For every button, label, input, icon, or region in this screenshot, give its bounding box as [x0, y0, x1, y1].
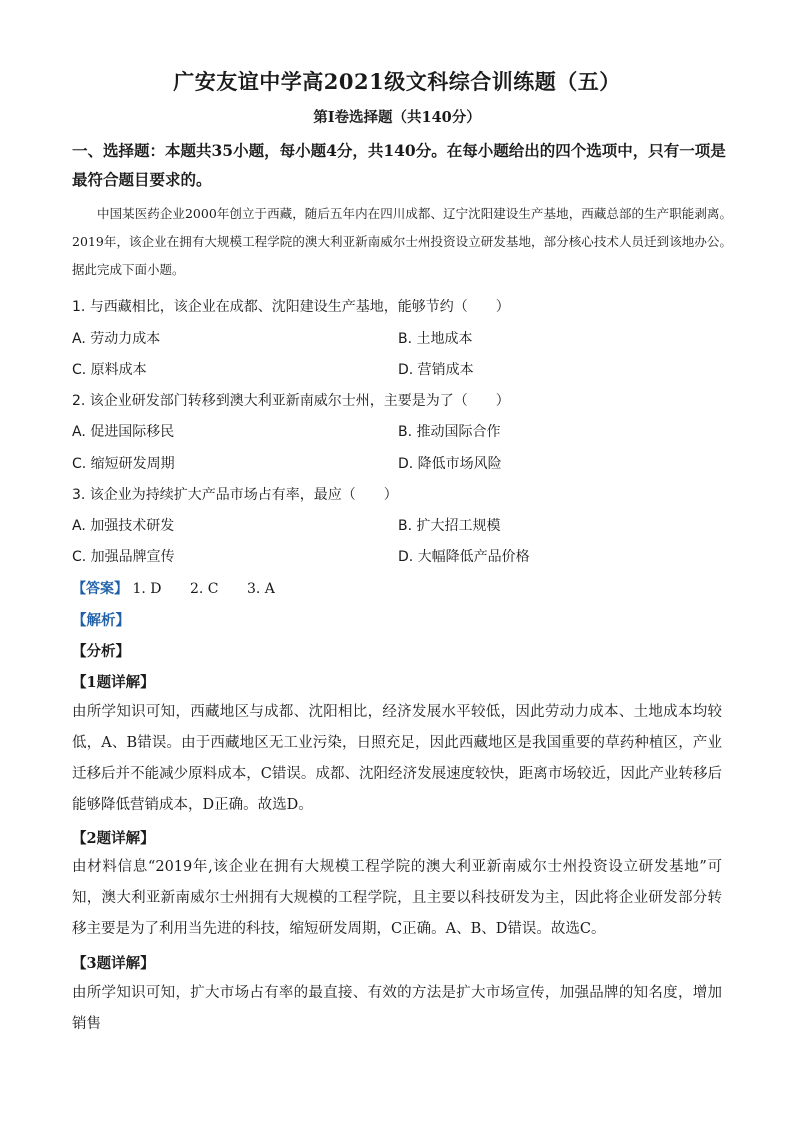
breakdown-label: 【分析】 [72, 643, 130, 660]
section-subtitle: 第Ⅰ卷选择题（共140分） [313, 109, 481, 126]
question-3-stem: 3. 该企业为持续扩大产品市场占有率，最应（ ） [72, 487, 398, 503]
question-3-option-d: D. 大幅降低产品价格 [398, 549, 530, 565]
material-passage: 中国某医药企业2000年创立于西藏，随后五年内在四川成都、辽宁沈阳建设生产基地，西藏总部的生产职能剥离。2019年，该企业在拥有大规模工程学院的澳大利亚新南威尔士州投资设立研发基地，部分核心技术人员迁到该地办公。据此完成下面小题。 [72, 206, 732, 277]
section-heading: 一、选择题：本题共35小题，每小题4分，共140分。在每小题给出的四个选项中，只有一项是最符合题目要求的。 [72, 141, 726, 189]
question-2-stem: 2. 该企业研发部门转移到澳大利亚新南威尔士州，主要是为了（ ） [72, 393, 510, 409]
q2-detail-text: 由材料信息“2019年,该企业在拥有大规模工程学院的澳大利亚新南威尔士州投资设立研发基地”可知，澳大利亚新南威尔士州拥有大规模的工程学院，且主要以科技研发为主，因此将企业研发部分转移主要是为了利用当先进的科技，缩短研发周期，C正确。A、B、D错误。故选C。 [72, 859, 722, 937]
question-2-option-d: D. 降低市场风险 [398, 456, 502, 472]
question-3-option-c: C. 加强品牌宣传 [72, 549, 175, 565]
q2-detail-heading: 【2题详解】 [72, 830, 155, 847]
q1-detail-heading: 【1题详解】 [72, 674, 155, 691]
q3-detail-text: 由所学知识可知，扩大市场占有率的最直接、有效的方法是扩大市场宣传，加强品牌的知名度，增加销售 [72, 985, 722, 1032]
question-2-option-b: B. 推动国际合作 [398, 424, 501, 440]
analysis-label: 【解析】 [72, 612, 130, 629]
question-1-stem: 1. 与西藏相比，该企业在成都、沈阳建设生产基地，能够节约（ ） [72, 299, 510, 315]
answer-3: 3. A [246, 581, 275, 597]
question-1-option-a: A. 劳动力成本 [72, 331, 161, 347]
question-1-option-c: C. 原料成本 [72, 362, 147, 378]
question-3-option-a: A. 加强技术研发 [72, 518, 175, 534]
document-title: 广安友谊中学高2021级文科综合训练题（五） [173, 69, 621, 94]
answer-1: 1. D [132, 581, 162, 597]
question-2-option-c: C. 缩短研发周期 [72, 456, 175, 472]
answer-2: 2. C [189, 581, 219, 597]
question-1-option-b: B. 土地成本 [398, 331, 473, 347]
question-3-option-b: B. 扩大招工规模 [398, 518, 501, 534]
answer-label: 【答案】 [72, 581, 128, 597]
question-2-option-a: A. 促进国际移民 [72, 424, 175, 440]
question-1-option-d: D. 营销成本 [398, 362, 474, 378]
q1-detail-text: 由所学知识可知，西藏地区与成都、沈阳相比，经济发展水平较低，因此劳动力成本、土地成本均较低，A、B错误。由于西藏地区无工业污染，日照充足，因此西藏地区是我国重要的草药种植区，产业迁移后并不能减少原料成本，C错误。成都、沈阳经济发展速度较快，距离市场较近，因此产业转移后能够降低营销成本，D正确。故选D。 [72, 704, 722, 813]
answer-line [72, 578, 299, 598]
q3-detail-heading: 【3题详解】 [72, 955, 155, 972]
